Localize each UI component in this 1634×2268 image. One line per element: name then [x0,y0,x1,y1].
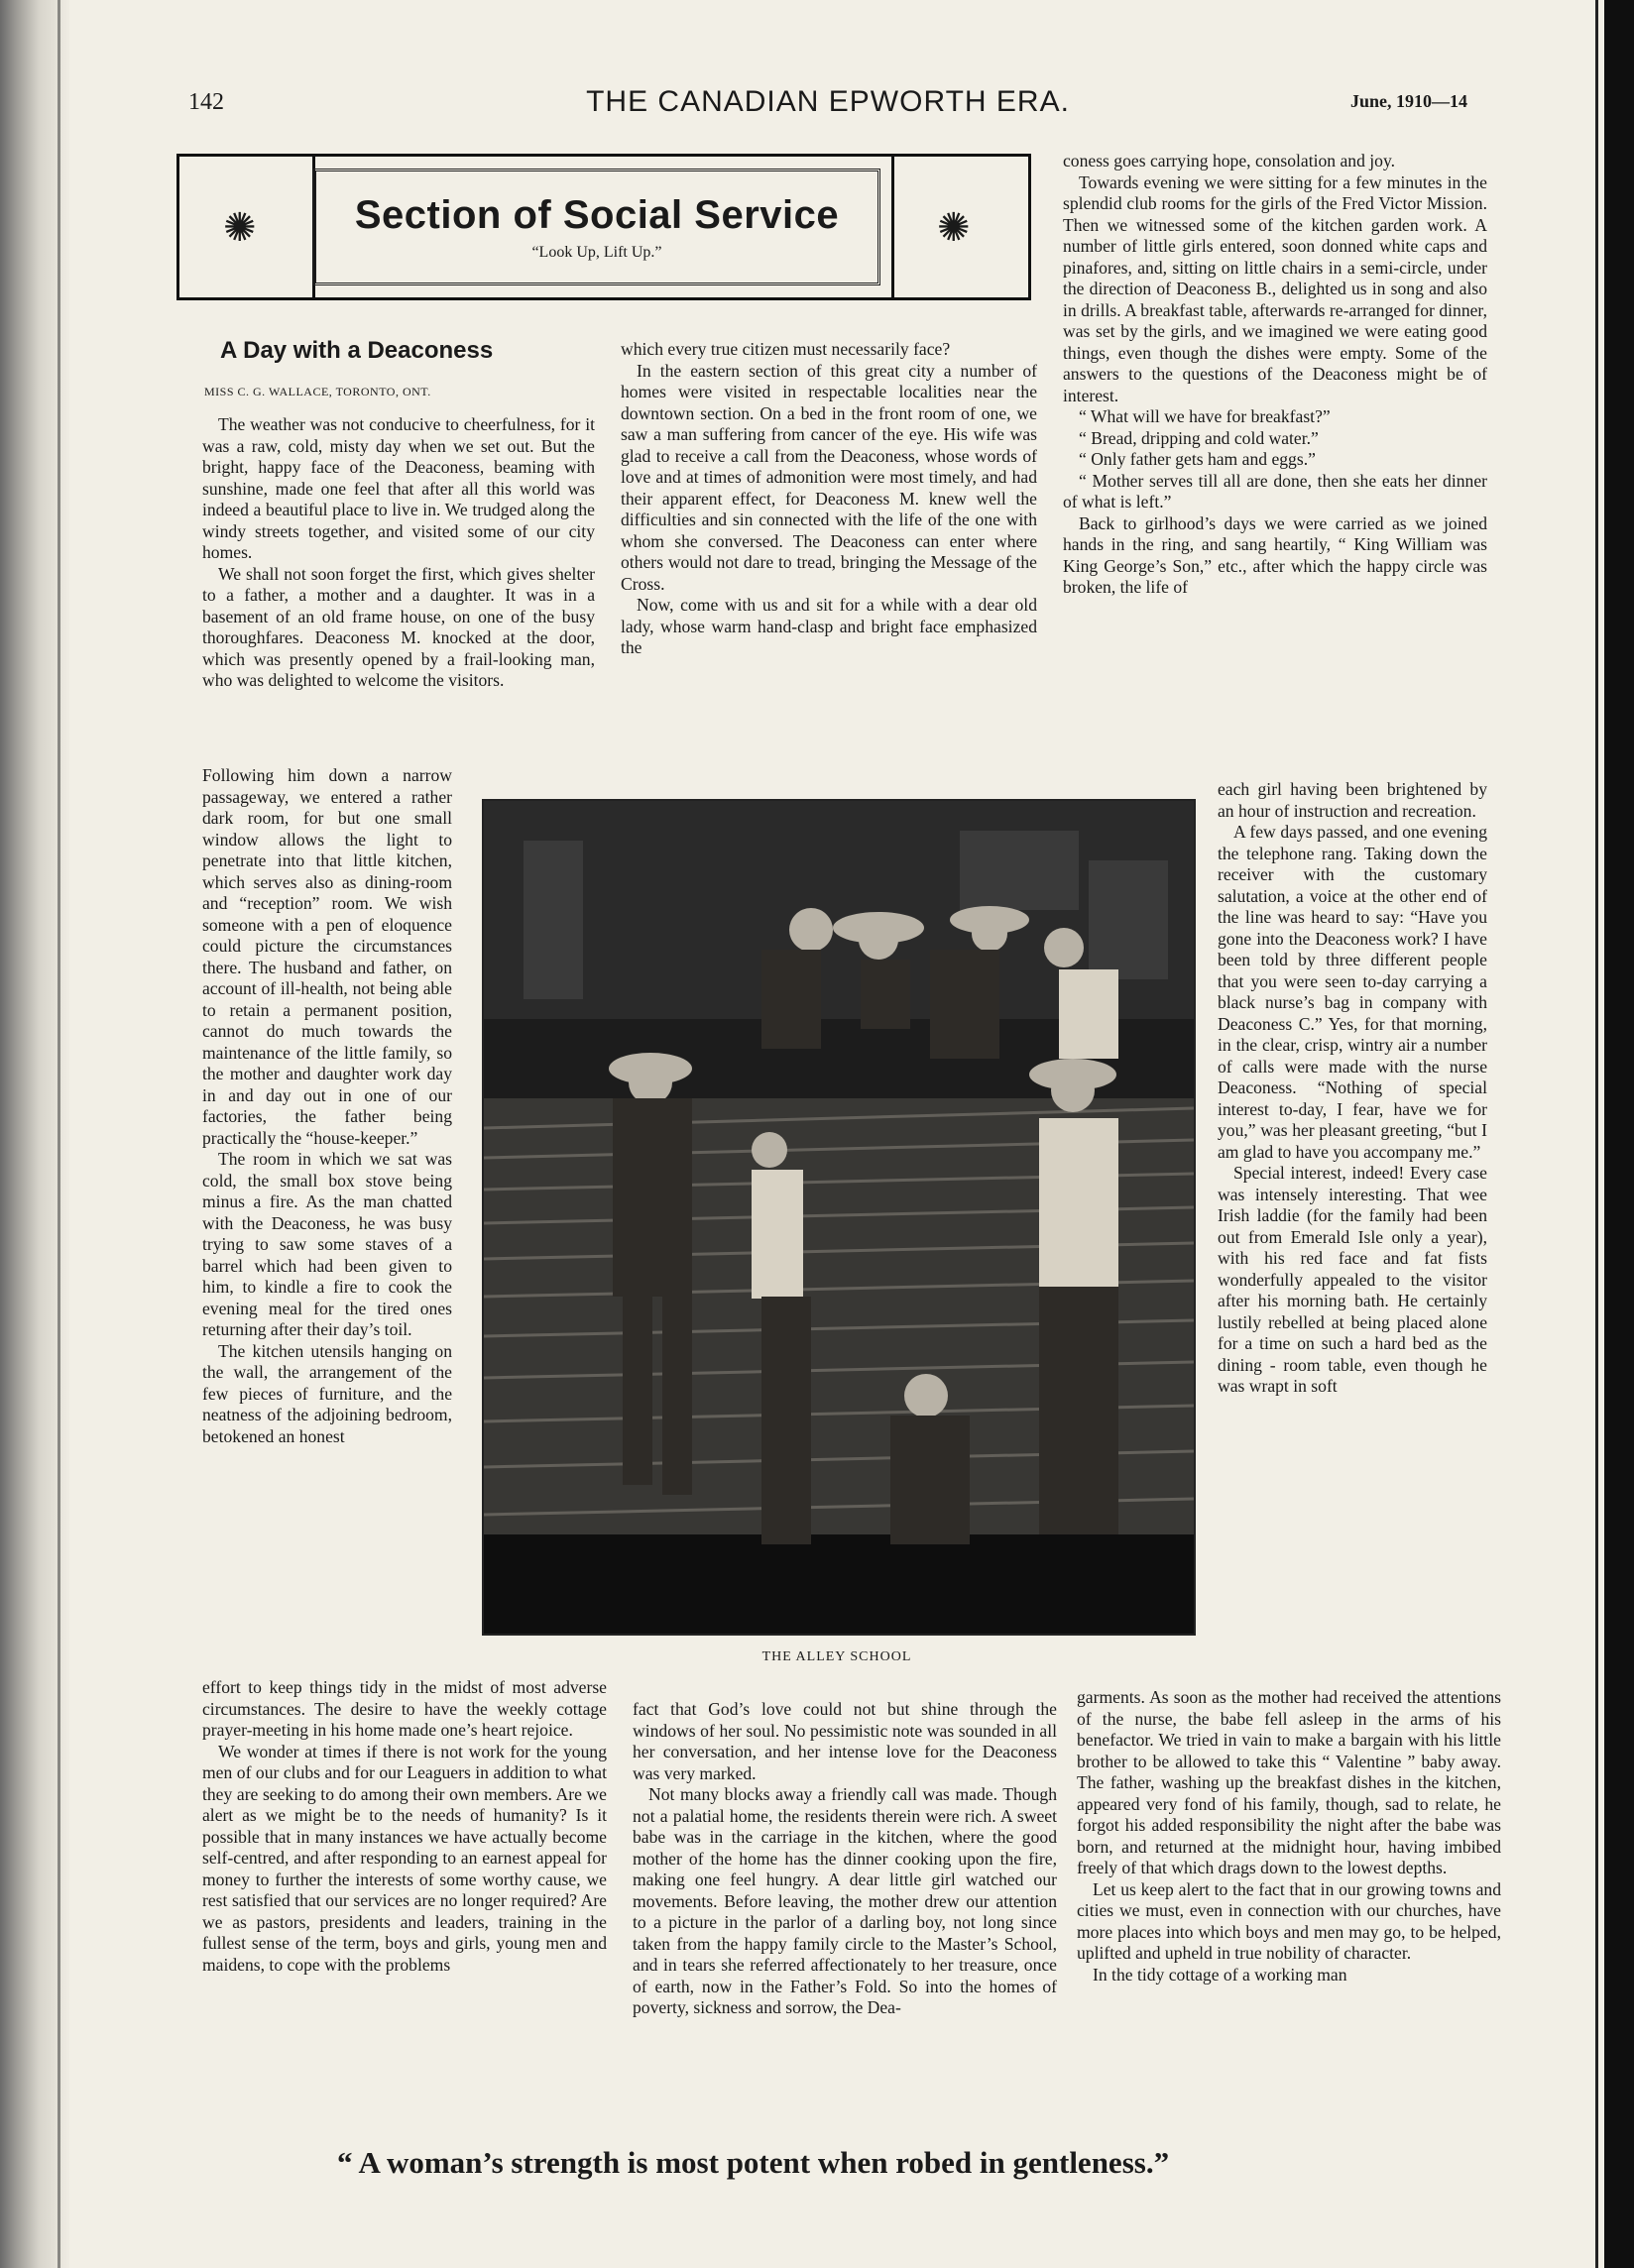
column-1-narrow [202,765,452,1677]
page-header [188,85,1467,125]
section-subtitle: “Look Up, Lift Up.” [531,244,662,261]
page-edge-line [1595,0,1598,2268]
column-3-bottom [1077,1687,1501,2119]
flower-ornament-icon: ✺ [223,205,257,250]
banner-title-box [313,169,880,285]
paragraph: each girl having been brightened by an hour of instruction and recreation. [1218,779,1487,821]
paragraph: fact that God’s love could not but shine through the windows of her soul. No pessimistic note was sounded in all her conversation, and her intense love for the Deaconess was very marked. [633,1699,1057,1783]
quote-line: “ Bread, dripping and cold water.” [1079,427,1319,448]
article-title: A Day with a Deaconess [220,337,494,364]
paragraph: Now, come with us and sit for a while with a dear old lady, whose warm hand-clasp and bright face emphasized the [621,595,1037,657]
column-2-bottom [633,1699,1057,2135]
paragraph: The weather was not conducive to cheerfulness, for it was a raw, cold, misty day when we set out. But the bright, happy face of the Deaconess, beaming with sunshine, made one feel that after all this world was indeed a beautiful place to live in. We trudged along the windy streets together, and visited some of our city homes. [202,414,595,562]
paragraph: In the tidy cottage of a working man [1093,1964,1347,1984]
column-1-bottom [202,1677,607,2137]
column-3-top [1063,151,1487,779]
quote-line: “ Only father gets ham and eggs.” [1079,449,1316,469]
flower-ornament-icon: ✺ [937,205,971,250]
paragraph: The kitchen utensils hanging on the wall, the arrangement of the few pieces of furniture, and the neatness of the adjoining bedroom, betokened an honest [202,1340,452,1446]
paragraph: A few days passed, and one evening the telephone rang. Taking down the receiver with the customary salutation, a voice at the other end of the line was heard to say: “Have you gone into the Deaconess work? I have been told by three different people that you were seen to-day carrying a black nurse’s bag in company with Deaconess C.” Yes, for that morning, in the clear, crisp, wintry air a number of calls were made with the nurse Deaconess. “Nothing of special interest to-day, I fear, have we for you,” was her pleasant greeting, “but I am glad to have you accompany me.” [1218,822,1487,1162]
paragraph: The room in which we sat was cold, the small box stove being minus a fire. As the man chatted with the Deaconess, he was busy trying to saw some staves of a barrel which had been given to him, to kindle a fire to cook the evening meal for the tired ones returning after their day’s toil. [202,1149,452,1339]
article-byline: MISS C. G. WALLACE, TORONTO, ONT. [204,385,431,398]
column-2-top [621,339,1037,759]
journal-title: THE CANADIAN EPWORTH ERA. [586,85,1070,118]
column-3-narrow [1218,779,1487,1687]
page-number: 142 [188,89,224,115]
paragraph: In the eastern section of this great city a number of homes were visited in respectable localities near the downtown section. On a bed in the front room of one, we saw a man suffering from cancer of the eye. His wife was glad to receive a call from the Deaconess, whose words of love and at times of admonition were most timely, and had their apparent effect, for Deaconess M. knew well the difficulties and sin connected with the life of the one with whom she conversed. The Deaconess can enter where others would not dare to tread, bringing the Message of the Cross. [621,360,1037,594]
quote-line: “ What will we have for breakfast?” [1079,406,1331,426]
photo-image [484,801,1194,1634]
paragraph: Back to girlhood’s days we were carried as we joined hands in the ring, and sang heartily, “ King William was King George’s Son,” etc., after which the happy circle was broken, the life of [1063,512,1487,597]
paragraph: effort to keep things tidy in the midst of most adverse circumstances. The desire to have the weekly cottage prayer-meeting in his home made one’s heart rejoice. [202,1677,607,1740]
banner-divider-right [891,157,894,297]
paragraph: garments. As soon as the mother had received the attentions of the nurse, the babe fell asleep in the arms of his benefactor. We tried in vain to make a bargain with his little brother to be allowed to take this “ Valentine ” baby away. The father, washing up the breakfast dishes in the kitchen, appeared very fond of his family, though, sad to relate, he forgot his added responsibility the night after the babe was born, and returned at the midnight hour, having imbibed freely of that which drags down to the lowest depths. [1077,1687,1501,1877]
paragraph: Let us keep alert to the fact that in our growing towns and cities we must, even in connection with our churches, have more places into which boys and men may go, to be helped, uplifted and upheld in true nobility of character. [1077,1878,1501,1963]
paragraph: We wonder at times if there is not work for the young men of our clubs and for our Leaguers in addition to what they are seeking to do among their own members. Are we alert as we might be to the needs of humanity? Is it possible that in many instances we have actually become self-centred, and after responding to an earnest appeal for money to further the interests of some worthy cause, we rest satisfied that our services are no longer required? Are we as pastors, presidents and leaders, training in the fullest sense of the term, boys and girls, young men and maidens, to cope with the problems [202,1741,607,1975]
column-1-top [202,414,595,765]
paragraph: We shall not soon forget the first, which gives shelter to a father, a mother and a daughter. It was in a basement of an old frame house, on one of the busy thoroughfares. Deaconess M. knocked at the door, which was presently opened by a frail-looking man, who was delighted to welcome the visitors. [202,563,595,690]
alley-school-photo [482,799,1196,1636]
issue-date: June, 1910—14 [1349,91,1467,111]
paragraph: coness goes carrying hope, consolation and joy. [1063,151,1396,170]
paragraph: Special interest, indeed! Every case was intensely interesting. That wee Irish laddie (for the family had been out from Emerald Isle only a year), with his red face and fat fists wonderfully appealed to the visitor after his morning bath. He certainly lustily rebelled at being placed alone for a time on such a hard bed as the dining - room table, even though he was wrapt in soft [1218,1163,1487,1396]
section-title: Section of Social Service [354,193,840,237]
quote-line: “ Mother serves till all are done, then she eats her dinner of what is left.” [1063,470,1487,511]
section-banner [176,154,1031,300]
paragraph: Not many blocks away a friendly call was made. Though not a palatial home, the residents therein were rich. A sweet babe was in the carriage in the kitchen, where the good mother of the home has the dinner cooking upon the fire, making one feel hungry. A dear little girl watched our movements. Before leaving, the mother drew our attention to a picture in the parlor of a darling boy, not long since taken from the happy family circle to the Master’s School, and in tears she referred affectionately to her treasure, once of earth, now in the Father’s Fold. So into the homes of poverty, sickness and sorrow, the Dea- [633,1784,1057,2017]
binding-line [58,0,60,2268]
photo-caption: THE ALLEY SCHOOL [761,1649,912,1664]
paragraph: Towards evening we were sitting for a few minutes in the splendid club rooms for the girls of the Fred Victor Mission. Then we witnessed some of the kitchen garden work. A number of little girls entered, soon donned white caps and pinafores, and, sitting on little chairs in a semi-circle, under the direction of Deaconess B., delighted us in song and also in drills. A breakfast table, afterwards re-arranged for dinner, was set by the girls, and we imagined we were eating good things, even though the dishes were empty. Some of the answers to the questions of the Deaconess might be of interest. [1063,171,1487,405]
paragraph: which every true citizen must necessarily face? [621,339,951,359]
scan-edge [1604,0,1634,2268]
footer-motto: “ A woman’s strength is most potent when robed in gentleness.” [337,2145,1170,2180]
paragraph: Following him down a narrow passageway, we entered a rather dark room, for but one small window allows the light to penetrate into that little kitchen, which serves also as dining-room and “reception” room. We wish someone with a pen of eloquence could picture the circumstances there. The husband and father, on account of ill-health, not being able to retain a permanent position, cannot do much towards the maintenance of the little family, so the mother and daughter work day in and day out in one of our factories, the father being practically the “house-keeper.” [202,765,452,1148]
